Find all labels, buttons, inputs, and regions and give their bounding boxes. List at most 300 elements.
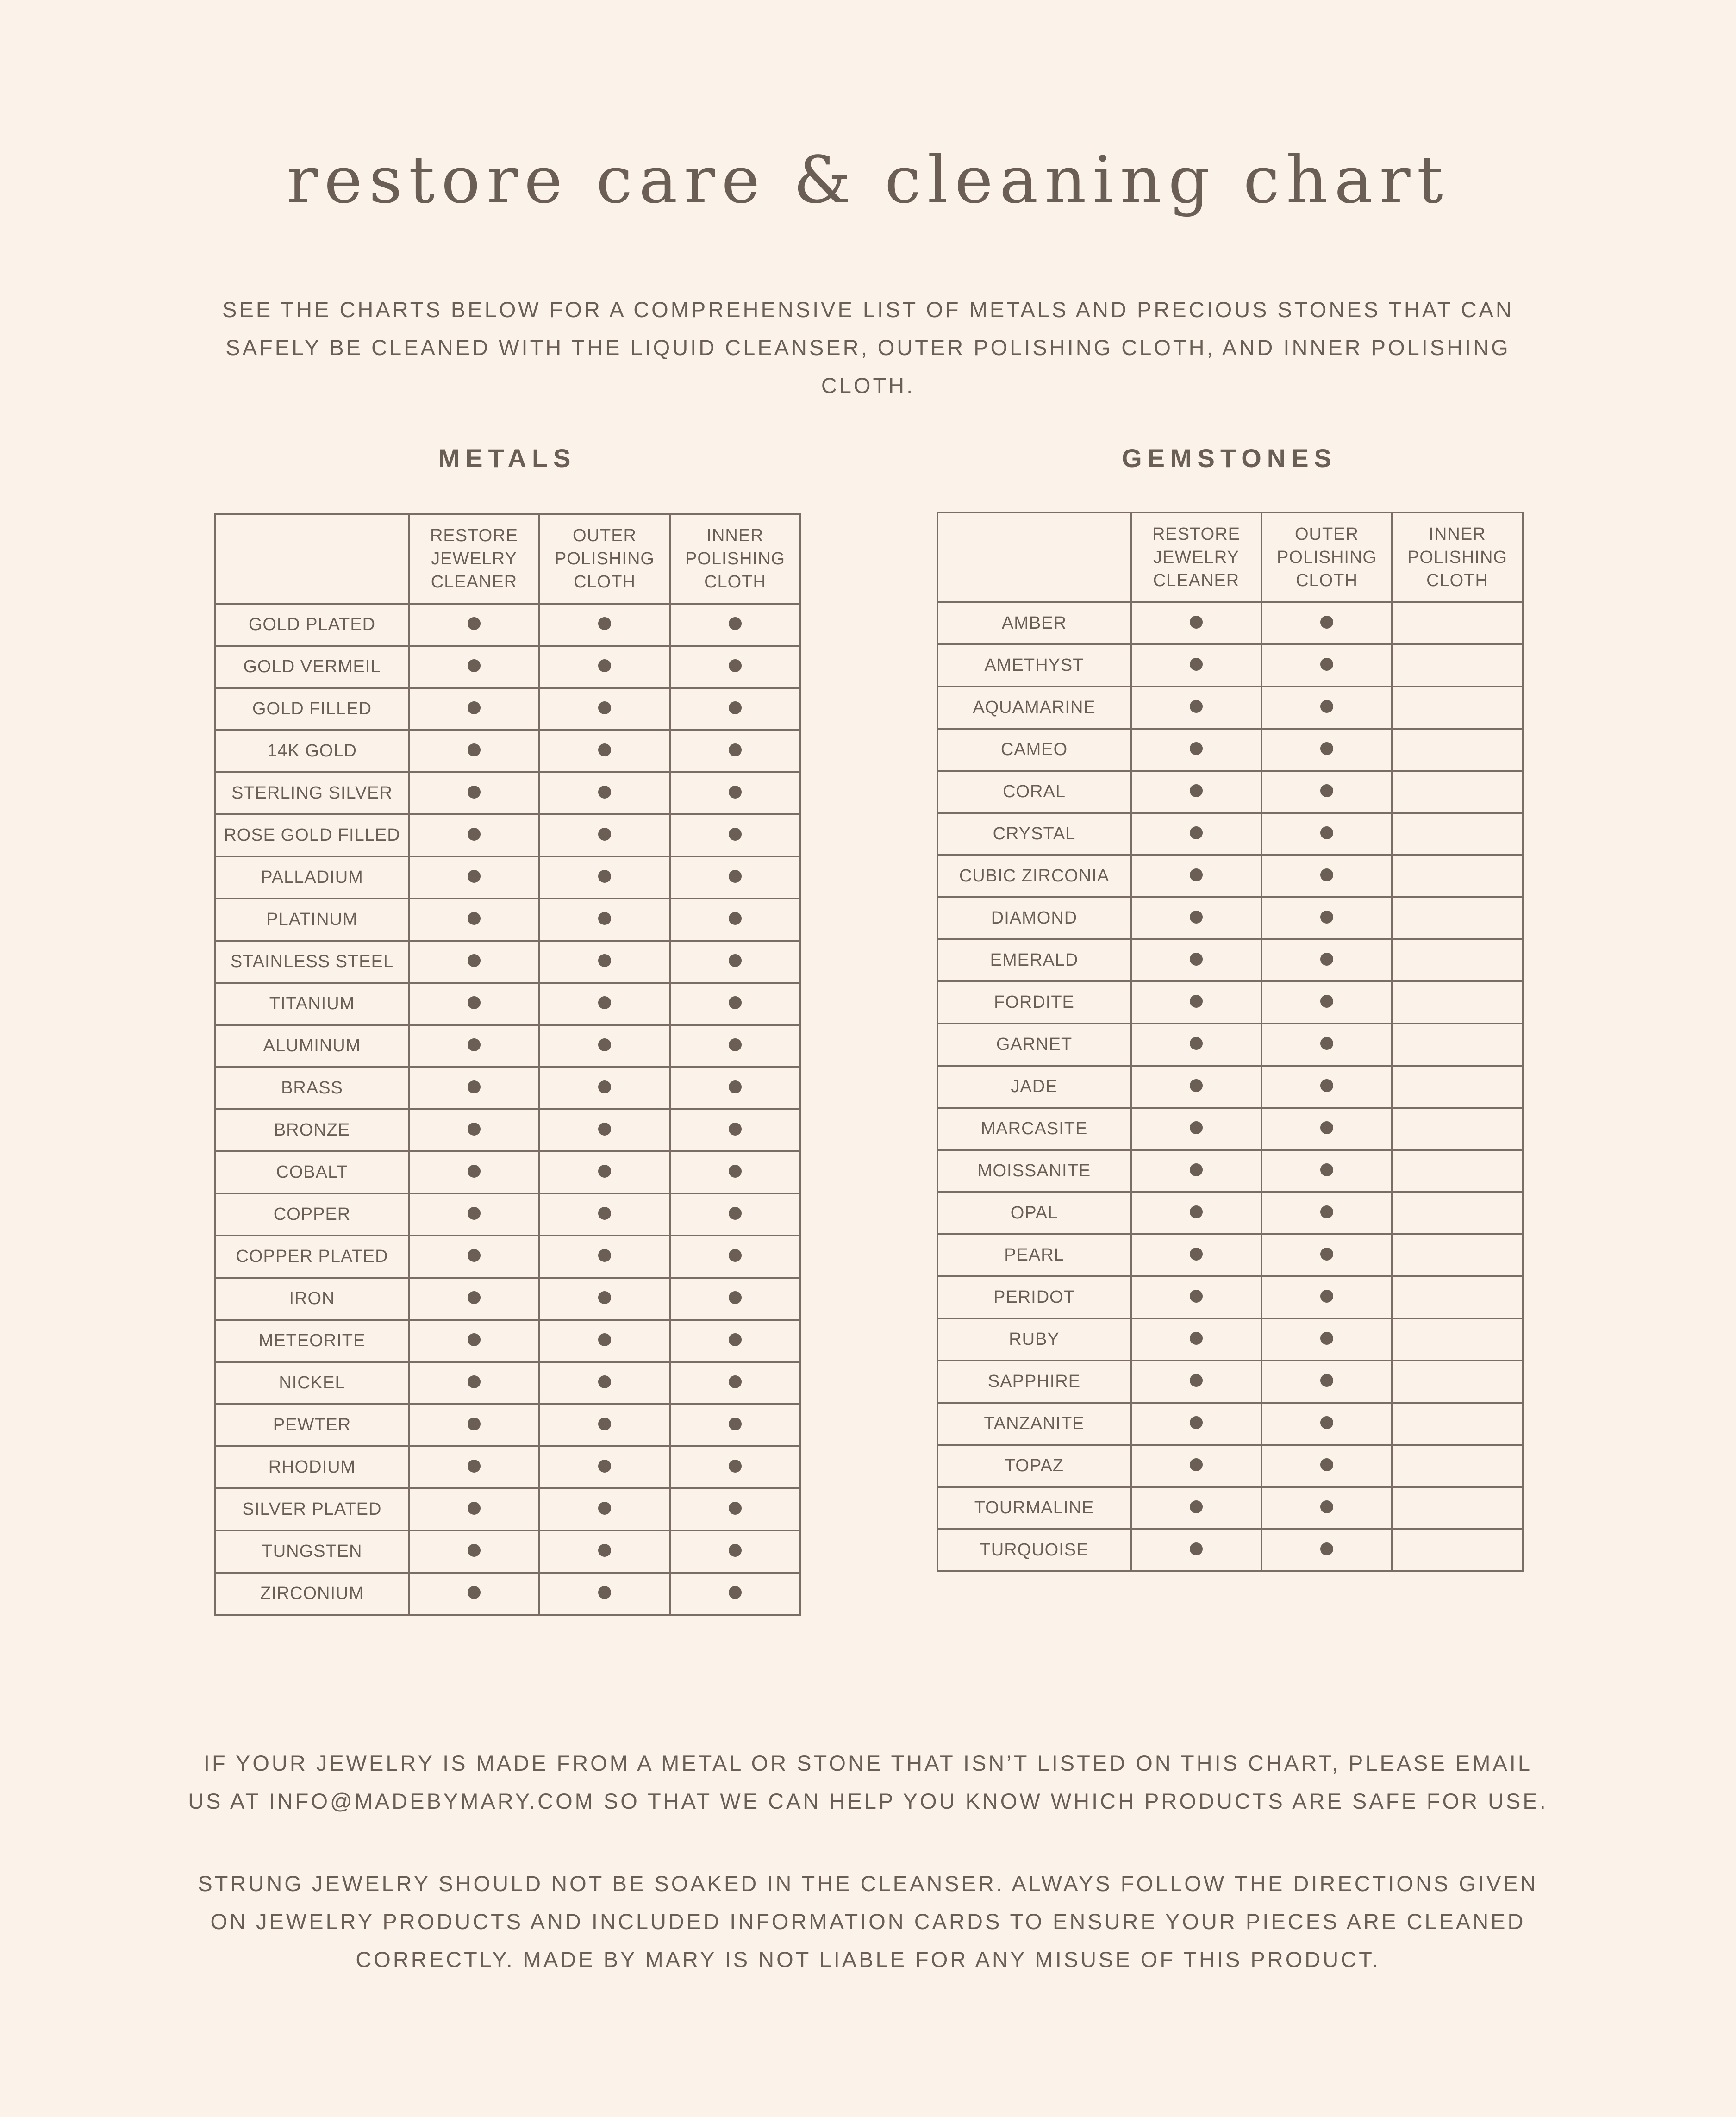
row-label: METEORITE xyxy=(215,1320,409,1362)
cell-restore xyxy=(1131,981,1261,1024)
table-header-row xyxy=(937,512,1523,602)
row-label: TOPAZ xyxy=(937,1445,1131,1487)
table-row xyxy=(937,1361,1523,1403)
check-dot-icon xyxy=(729,786,742,799)
check-dot-icon xyxy=(468,1249,481,1262)
cell-inner xyxy=(670,1151,800,1193)
check-dot-icon xyxy=(468,701,481,714)
check-dot-icon xyxy=(598,1460,611,1473)
row-label: GARNET xyxy=(937,1024,1131,1066)
check-dot-icon xyxy=(729,1291,742,1304)
check-dot-icon xyxy=(468,1165,481,1178)
cell-restore xyxy=(409,1278,539,1320)
check-dot-icon xyxy=(729,1249,742,1262)
check-dot-icon xyxy=(1320,700,1333,713)
row-label: BRASS xyxy=(215,1067,409,1109)
cell-outer xyxy=(539,772,670,814)
cell-outer xyxy=(1261,1403,1392,1445)
check-dot-icon xyxy=(468,786,481,799)
table-row xyxy=(937,602,1523,644)
check-dot-icon xyxy=(729,701,742,714)
cell-outer xyxy=(1261,644,1392,687)
cell-inner xyxy=(1392,813,1523,855)
check-dot-icon xyxy=(1190,658,1203,671)
table-row xyxy=(215,1109,800,1151)
cell-restore xyxy=(409,646,539,688)
cell-restore xyxy=(1131,1150,1261,1192)
check-dot-icon xyxy=(468,743,481,756)
cell-outer xyxy=(1261,1529,1392,1571)
cell-restore xyxy=(1131,1276,1261,1318)
cell-inner xyxy=(670,856,800,899)
cell-restore xyxy=(409,1025,539,1067)
table-row xyxy=(937,981,1523,1024)
check-dot-icon xyxy=(1190,995,1203,1008)
check-dot-icon xyxy=(1190,1374,1203,1387)
header-blank-cell xyxy=(937,512,1131,602)
cell-outer xyxy=(539,1151,670,1193)
cell-inner xyxy=(670,646,800,688)
table-row xyxy=(937,1318,1523,1361)
cell-inner xyxy=(670,1193,800,1236)
cell-inner xyxy=(1392,1108,1523,1150)
table-row xyxy=(215,899,800,941)
cell-inner xyxy=(1392,1487,1523,1529)
check-dot-icon xyxy=(598,1165,611,1178)
gemstones-table xyxy=(937,512,1524,1572)
check-dot-icon xyxy=(468,954,481,967)
check-dot-icon xyxy=(598,1586,611,1599)
cell-restore xyxy=(1131,897,1261,939)
row-label: GOLD VERMEIL xyxy=(215,646,409,688)
cell-outer xyxy=(1261,602,1392,644)
cell-outer xyxy=(539,1573,670,1615)
cell-restore xyxy=(1131,1108,1261,1150)
cell-outer xyxy=(1261,771,1392,813)
check-dot-icon xyxy=(1190,1037,1203,1050)
check-dot-icon xyxy=(598,1291,611,1304)
footer-line: CORRECTLY. MADE BY MARY IS NOT LIABLE FOR ANY MISUSE OF THIS PRODUCT. xyxy=(356,1947,1380,1972)
cell-restore xyxy=(1131,855,1261,897)
check-dot-icon xyxy=(1320,742,1333,755)
check-dot-icon xyxy=(1190,826,1203,839)
row-label: TOURMALINE xyxy=(937,1487,1131,1529)
check-dot-icon xyxy=(1190,700,1203,713)
check-dot-icon xyxy=(598,954,611,967)
cell-restore xyxy=(1131,813,1261,855)
check-dot-icon xyxy=(468,1544,481,1557)
cell-outer xyxy=(539,730,670,772)
cell-inner xyxy=(670,1025,800,1067)
check-dot-icon xyxy=(468,1418,481,1430)
cell-inner xyxy=(1392,855,1523,897)
cell-outer xyxy=(539,941,670,983)
check-dot-icon xyxy=(729,1080,742,1093)
page-title: restore care & cleaning chart xyxy=(287,143,1449,218)
cell-inner xyxy=(1392,1066,1523,1108)
cell-restore xyxy=(409,1446,539,1488)
cell-outer xyxy=(539,646,670,688)
gemstones-heading: GEMSTONES xyxy=(1122,443,1337,473)
cell-restore xyxy=(409,941,539,983)
check-dot-icon xyxy=(1190,1500,1203,1513)
table-row xyxy=(215,1530,800,1573)
cell-inner xyxy=(670,604,800,646)
cell-restore xyxy=(409,899,539,941)
check-dot-icon xyxy=(1320,1500,1333,1513)
cell-restore xyxy=(1131,939,1261,981)
cell-outer xyxy=(539,1488,670,1530)
check-dot-icon xyxy=(729,1038,742,1051)
cell-inner xyxy=(670,688,800,730)
table-row xyxy=(215,1193,800,1236)
header-blank-cell xyxy=(215,514,409,604)
metals-table xyxy=(214,513,801,1616)
row-label: TITANIUM xyxy=(215,983,409,1025)
cell-outer xyxy=(539,983,670,1025)
check-dot-icon xyxy=(598,870,611,883)
table-row xyxy=(937,1192,1523,1234)
row-label: IRON xyxy=(215,1278,409,1320)
table-row xyxy=(937,1234,1523,1276)
row-label: BRONZE xyxy=(215,1109,409,1151)
cell-restore xyxy=(409,1320,539,1362)
check-dot-icon xyxy=(1190,616,1203,629)
cell-outer xyxy=(1261,1318,1392,1361)
row-label: CUBIC ZIRCONIA xyxy=(937,855,1131,897)
check-dot-icon xyxy=(1320,1458,1333,1471)
row-label: EMERALD xyxy=(937,939,1131,981)
check-dot-icon xyxy=(1320,953,1333,966)
cell-restore xyxy=(1131,1234,1261,1276)
check-dot-icon xyxy=(468,1586,481,1599)
row-label: TURQUOISE xyxy=(937,1529,1131,1571)
table-row xyxy=(937,644,1523,687)
cell-inner xyxy=(1392,644,1523,687)
check-dot-icon xyxy=(1190,1332,1203,1345)
table-row xyxy=(937,1150,1523,1192)
table-row xyxy=(215,983,800,1025)
row-label: RHODIUM xyxy=(215,1446,409,1488)
table-row xyxy=(215,1278,800,1320)
row-label: COPPER PLATED xyxy=(215,1236,409,1278)
table-row xyxy=(215,856,800,899)
check-dot-icon xyxy=(1320,1248,1333,1261)
check-dot-icon xyxy=(1320,1332,1333,1345)
cell-outer xyxy=(539,1278,670,1320)
cell-inner xyxy=(1392,602,1523,644)
cell-restore xyxy=(409,814,539,856)
cell-outer xyxy=(539,1320,670,1362)
check-dot-icon xyxy=(598,659,611,672)
cell-inner xyxy=(670,1067,800,1109)
cell-restore xyxy=(1131,1318,1261,1361)
cell-restore xyxy=(409,604,539,646)
check-dot-icon xyxy=(729,1165,742,1178)
cell-restore xyxy=(1131,1445,1261,1487)
check-dot-icon xyxy=(1190,1079,1203,1092)
cell-inner xyxy=(670,1109,800,1151)
header-inner-polishing-cloth: INNER POLISHING CLOTH xyxy=(670,514,800,604)
check-dot-icon xyxy=(598,1080,611,1093)
cell-outer xyxy=(539,856,670,899)
cell-restore xyxy=(409,1530,539,1573)
intro-line: SEE THE CHARTS BELOW FOR A COMPREHENSIVE LIST OF METALS AND PRECIOUS STONES THAT CAN xyxy=(222,297,1514,322)
check-dot-icon xyxy=(468,1460,481,1473)
cell-restore xyxy=(1131,687,1261,729)
check-dot-icon xyxy=(598,786,611,799)
cell-restore xyxy=(409,688,539,730)
check-dot-icon xyxy=(729,1586,742,1599)
cell-outer xyxy=(1261,1234,1392,1276)
check-dot-icon xyxy=(1320,1374,1333,1387)
check-dot-icon xyxy=(1320,1205,1333,1218)
cell-outer xyxy=(539,814,670,856)
table-row xyxy=(215,814,800,856)
cell-outer xyxy=(1261,729,1392,771)
table-row xyxy=(937,729,1523,771)
cell-inner xyxy=(670,941,800,983)
cell-inner xyxy=(670,983,800,1025)
table-row xyxy=(937,1276,1523,1318)
cell-inner xyxy=(670,1404,800,1446)
row-label: OPAL xyxy=(937,1192,1131,1234)
check-dot-icon xyxy=(729,617,742,630)
check-dot-icon xyxy=(598,1249,611,1262)
cell-outer xyxy=(1261,687,1392,729)
cell-outer xyxy=(1261,1487,1392,1529)
table-row xyxy=(937,771,1523,813)
check-dot-icon xyxy=(598,1375,611,1388)
cell-restore xyxy=(1131,1487,1261,1529)
table-row xyxy=(215,1404,800,1446)
cell-outer xyxy=(539,1362,670,1404)
footer-line: US AT INFO@MADEBYMARY.COM SO THAT WE CAN HELP YOU KNOW WHICH PRODUCTS ARE SAFE FOR USE. xyxy=(188,1789,1548,1813)
cell-inner xyxy=(1392,1150,1523,1192)
row-label: AMETHYST xyxy=(937,644,1131,687)
check-dot-icon xyxy=(598,743,611,756)
row-label: AQUAMARINE xyxy=(937,687,1131,729)
check-dot-icon xyxy=(468,1333,481,1346)
cell-inner xyxy=(1392,1276,1523,1318)
check-dot-icon xyxy=(1320,1290,1333,1303)
footer-disclaimer xyxy=(185,1865,1551,1979)
row-label: STAINLESS STEEL xyxy=(215,941,409,983)
row-label: ALUMINUM xyxy=(215,1025,409,1067)
header-outer-polishing-cloth: OUTER POLISHING CLOTH xyxy=(1261,512,1392,602)
row-label: SILVER PLATED xyxy=(215,1488,409,1530)
table-row xyxy=(215,730,800,772)
check-dot-icon xyxy=(598,1123,611,1136)
row-label: COPPER xyxy=(215,1193,409,1236)
row-label: TUNGSTEN xyxy=(215,1530,409,1573)
cell-outer xyxy=(1261,1361,1392,1403)
check-dot-icon xyxy=(598,1502,611,1515)
check-dot-icon xyxy=(468,617,481,630)
row-label: GOLD PLATED xyxy=(215,604,409,646)
cell-inner xyxy=(670,772,800,814)
cell-inner xyxy=(1392,1403,1523,1445)
check-dot-icon xyxy=(729,659,742,672)
check-dot-icon xyxy=(1320,784,1333,797)
row-label: FORDITE xyxy=(937,981,1131,1024)
cell-outer xyxy=(1261,1276,1392,1318)
row-label: JADE xyxy=(937,1066,1131,1108)
check-dot-icon xyxy=(468,1375,481,1388)
check-dot-icon xyxy=(1320,995,1333,1008)
check-dot-icon xyxy=(1190,953,1203,966)
row-label: 14K GOLD xyxy=(215,730,409,772)
cell-restore xyxy=(1131,1192,1261,1234)
metals-heading: METALS xyxy=(438,443,576,473)
check-dot-icon xyxy=(598,912,611,925)
check-dot-icon xyxy=(468,1080,481,1093)
row-label: ROSE GOLD FILLED xyxy=(215,814,409,856)
cell-outer xyxy=(539,1067,670,1109)
cell-outer xyxy=(539,1236,670,1278)
cell-restore xyxy=(409,1109,539,1151)
table-row xyxy=(937,1529,1523,1571)
row-label: MOISSANITE xyxy=(937,1150,1131,1192)
check-dot-icon xyxy=(598,996,611,1009)
check-dot-icon xyxy=(1320,1079,1333,1092)
check-dot-icon xyxy=(1190,742,1203,755)
check-dot-icon xyxy=(1190,1121,1203,1134)
row-label: SAPPHIRE xyxy=(937,1361,1131,1403)
cell-inner xyxy=(670,814,800,856)
cell-restore xyxy=(1131,1024,1261,1066)
cell-outer xyxy=(1261,855,1392,897)
cell-outer xyxy=(539,688,670,730)
table-row xyxy=(215,1573,800,1615)
row-label: PEWTER xyxy=(215,1404,409,1446)
check-dot-icon xyxy=(729,1333,742,1346)
table-row xyxy=(215,1446,800,1488)
check-dot-icon xyxy=(1320,1037,1333,1050)
cell-inner xyxy=(1392,1318,1523,1361)
check-dot-icon xyxy=(1190,784,1203,797)
table-row xyxy=(937,1108,1523,1150)
table-row xyxy=(215,1025,800,1067)
intro-line: SAFELY BE CLEANED WITH THE LIQUID CLEANSER, OUTER POLISHING CLOTH, AND INNER POLISHING CLOTH. xyxy=(225,335,1511,398)
check-dot-icon xyxy=(598,1333,611,1346)
table-row xyxy=(937,939,1523,981)
check-dot-icon xyxy=(1320,1163,1333,1176)
check-dot-icon xyxy=(729,828,742,841)
row-label: PERIDOT xyxy=(937,1276,1131,1318)
table-row xyxy=(937,687,1523,729)
cell-outer xyxy=(539,604,670,646)
cell-inner xyxy=(670,1446,800,1488)
cell-inner xyxy=(1392,1529,1523,1571)
row-label: PLATINUM xyxy=(215,899,409,941)
cell-restore xyxy=(409,772,539,814)
cell-restore xyxy=(1131,1529,1261,1571)
cell-inner xyxy=(1392,939,1523,981)
row-label: ZIRCONIUM xyxy=(215,1573,409,1615)
table-row xyxy=(215,1067,800,1109)
cell-inner xyxy=(670,1278,800,1320)
check-dot-icon xyxy=(468,996,481,1009)
check-dot-icon xyxy=(1320,1416,1333,1429)
check-dot-icon xyxy=(598,1544,611,1557)
check-dot-icon xyxy=(468,870,481,883)
cell-inner xyxy=(670,899,800,941)
check-dot-icon xyxy=(598,1038,611,1051)
check-dot-icon xyxy=(468,1502,481,1515)
table-row xyxy=(215,1236,800,1278)
check-dot-icon xyxy=(468,659,481,672)
check-dot-icon xyxy=(729,743,742,756)
table-row xyxy=(215,772,800,814)
cell-outer xyxy=(1261,1108,1392,1150)
cell-restore xyxy=(409,730,539,772)
check-dot-icon xyxy=(1320,1121,1333,1134)
check-dot-icon xyxy=(729,1460,742,1473)
check-dot-icon xyxy=(729,1207,742,1220)
check-dot-icon xyxy=(598,828,611,841)
row-label: PALLADIUM xyxy=(215,856,409,899)
row-label: COBALT xyxy=(215,1151,409,1193)
check-dot-icon xyxy=(1320,616,1333,629)
cell-inner xyxy=(1392,981,1523,1024)
check-dot-icon xyxy=(468,912,481,925)
cell-inner xyxy=(670,1320,800,1362)
check-dot-icon xyxy=(729,1375,742,1388)
cell-restore xyxy=(1131,644,1261,687)
cell-inner xyxy=(670,1530,800,1573)
check-dot-icon xyxy=(1320,868,1333,881)
check-dot-icon xyxy=(1190,1290,1203,1303)
table-row xyxy=(937,1445,1523,1487)
cell-inner xyxy=(1392,1192,1523,1234)
table-row xyxy=(937,1066,1523,1108)
check-dot-icon xyxy=(729,870,742,883)
cell-inner xyxy=(1392,687,1523,729)
cell-outer xyxy=(539,899,670,941)
check-dot-icon xyxy=(1320,911,1333,924)
metals-table-body xyxy=(215,604,800,1615)
row-label: STERLING SILVER xyxy=(215,772,409,814)
cell-outer xyxy=(1261,1024,1392,1066)
cell-inner xyxy=(670,1488,800,1530)
check-dot-icon xyxy=(1320,1542,1333,1555)
cell-restore xyxy=(409,1488,539,1530)
row-label: CAMEO xyxy=(937,729,1131,771)
check-dot-icon xyxy=(468,1038,481,1051)
cell-outer xyxy=(1261,897,1392,939)
cell-inner xyxy=(670,1362,800,1404)
cell-restore xyxy=(1131,729,1261,771)
check-dot-icon xyxy=(1190,1163,1203,1176)
check-dot-icon xyxy=(598,1207,611,1220)
cell-restore xyxy=(1131,771,1261,813)
check-dot-icon xyxy=(468,1291,481,1304)
cell-outer xyxy=(1261,1192,1392,1234)
check-dot-icon xyxy=(729,1418,742,1430)
table-row xyxy=(215,604,800,646)
cell-outer xyxy=(1261,813,1392,855)
check-dot-icon xyxy=(729,954,742,967)
row-label: CRYSTAL xyxy=(937,813,1131,855)
cell-outer xyxy=(539,1025,670,1067)
check-dot-icon xyxy=(598,701,611,714)
cell-restore xyxy=(1131,1361,1261,1403)
row-label: CORAL xyxy=(937,771,1131,813)
row-label: DIAMOND xyxy=(937,897,1131,939)
check-dot-icon xyxy=(1190,1416,1203,1429)
table-row xyxy=(215,1488,800,1530)
